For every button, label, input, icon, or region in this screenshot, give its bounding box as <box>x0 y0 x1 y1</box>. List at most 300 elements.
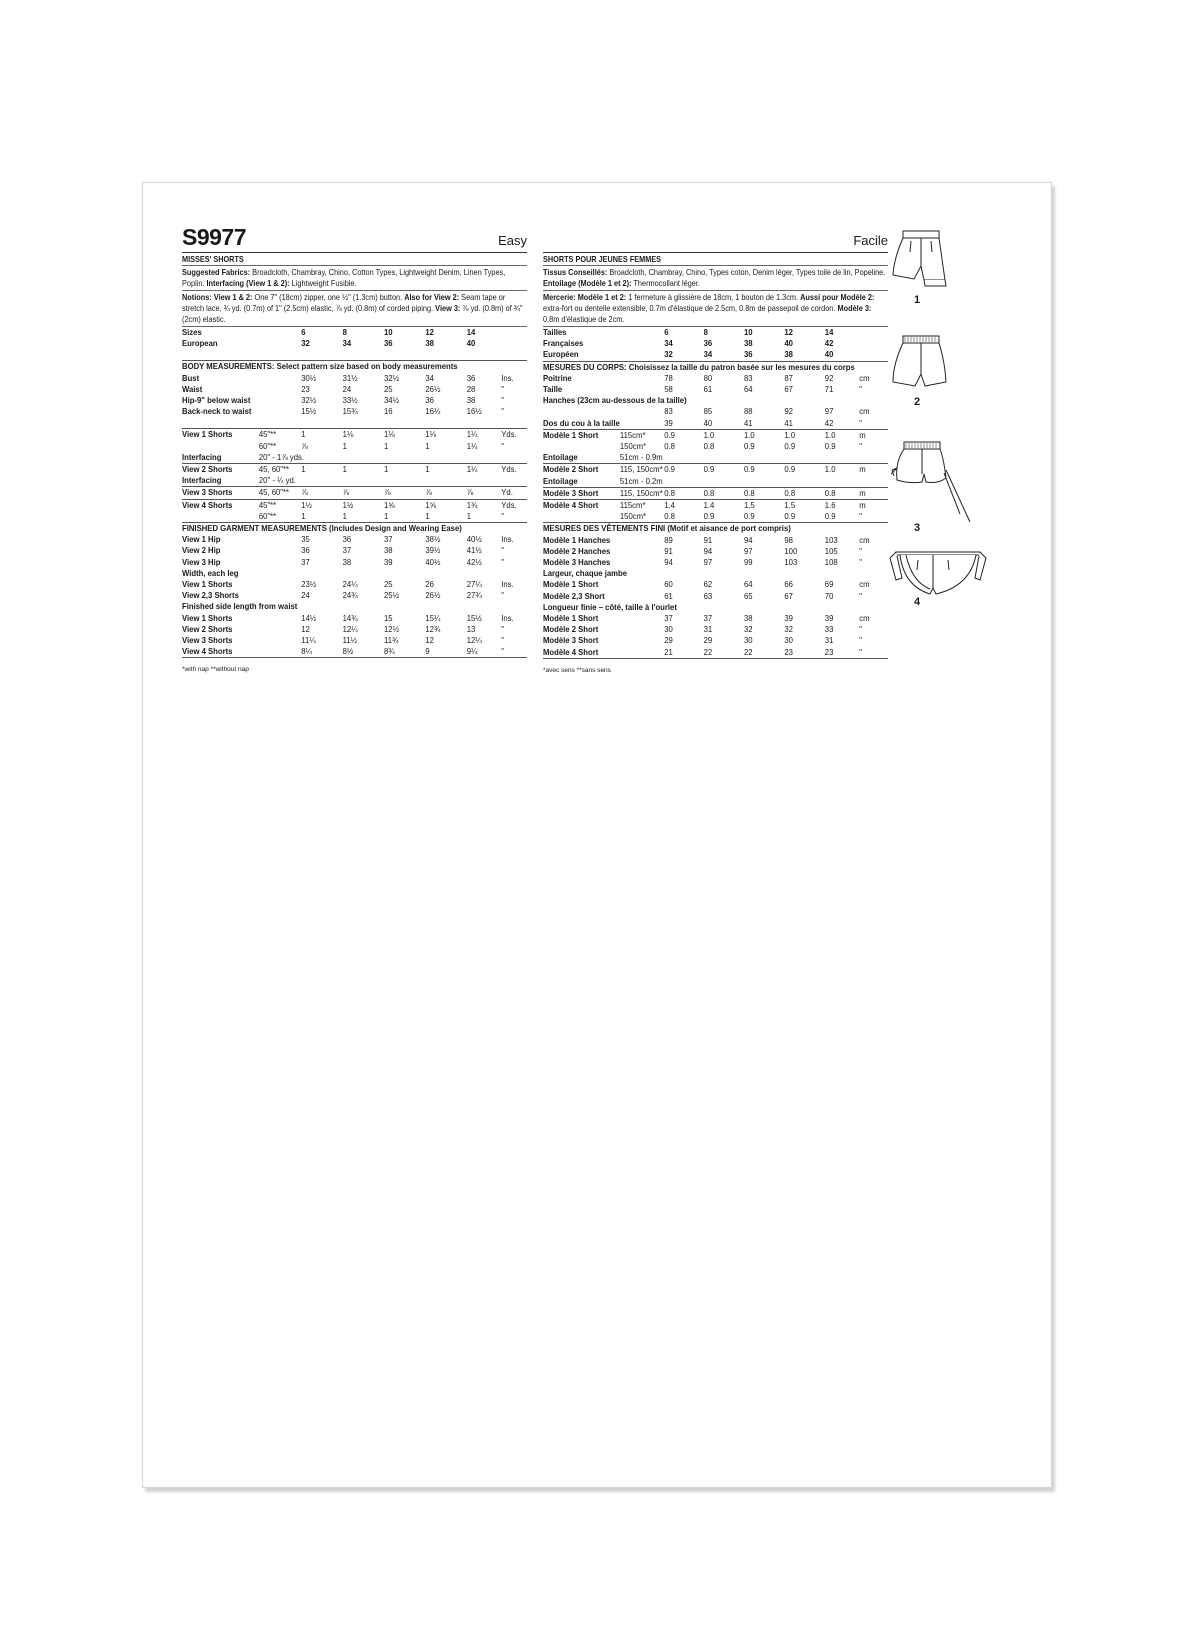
size-value: 1 <box>425 464 466 476</box>
size-value: 32 <box>664 349 673 360</box>
size-value: ⅞ <box>467 487 501 499</box>
size-value: 0.8 <box>703 441 715 452</box>
size-value: 83 <box>743 372 753 383</box>
row-label: Modèle 2 Short <box>543 624 599 635</box>
size-value <box>384 601 425 612</box>
size-value: 23 <box>784 646 793 657</box>
size-value: 38 <box>425 338 434 349</box>
fabric-width <box>259 557 301 568</box>
size-value <box>664 476 703 488</box>
fabric-width: 20" - ¼ yd. <box>258 475 296 486</box>
size-chart-table <box>182 327 527 660</box>
table-row <box>543 464 888 476</box>
size-value <box>704 395 744 406</box>
unit: Ins. <box>501 372 514 383</box>
size-value: 31 <box>703 624 713 635</box>
size-value: 91 <box>664 545 673 556</box>
size-value: 9 <box>425 646 430 657</box>
size-value: 34 <box>664 338 673 349</box>
fabric-width: 51cm - 0.9m <box>619 452 663 463</box>
row-label: Modèle 1 Hanches <box>543 534 611 545</box>
size-value <box>825 395 859 406</box>
size-value: 31½ <box>342 372 358 383</box>
size-value: 1⅝ <box>384 499 425 511</box>
fabric-width: 115, 150cm* <box>619 464 663 475</box>
table-row <box>182 373 527 384</box>
size-value: 14 <box>466 327 476 337</box>
unit: " <box>501 406 504 417</box>
size-value <box>784 602 824 613</box>
row-label: Bust <box>182 372 200 383</box>
size-value: 33 <box>824 624 834 635</box>
size-value: 37 <box>703 613 713 624</box>
size-value: 37 <box>664 613 673 624</box>
size-value: 41½ <box>466 545 482 556</box>
size-value: 32½ <box>301 395 317 406</box>
size-value: 1 <box>342 510 347 521</box>
size-value: 0.9 <box>784 511 796 522</box>
size-value: 40½ <box>466 534 482 545</box>
view-number: 1 <box>914 294 921 306</box>
table-row <box>182 441 527 452</box>
row-label: View 2,3 Shorts <box>182 590 239 601</box>
unit: " <box>501 510 504 521</box>
fabric-width <box>259 338 301 349</box>
size-value: 1 <box>301 464 342 476</box>
size-value: 1.5 <box>744 500 784 512</box>
fabric-width <box>259 395 301 406</box>
size-value: 29 <box>664 635 673 646</box>
table-row <box>182 499 527 511</box>
table-row <box>543 602 888 613</box>
unit: Yds. <box>501 429 527 441</box>
size-value: 12 <box>425 327 434 337</box>
table-row <box>543 568 888 579</box>
table-row <box>543 635 888 646</box>
difficulty-level: Easy <box>498 233 527 248</box>
size-value: 1 <box>383 440 389 451</box>
row-label: Interfacing <box>182 475 222 486</box>
unit: " <box>859 511 863 522</box>
row-label: View 2 Hip <box>182 545 221 556</box>
size-value: 38 <box>743 613 753 624</box>
size-value: 40 <box>824 349 834 360</box>
table-row <box>182 452 527 464</box>
fabric-width <box>259 373 301 384</box>
pattern-code: S9977 <box>182 224 247 250</box>
size-value: 38 <box>466 395 476 406</box>
unit: cm <box>859 613 870 624</box>
size-value: 0.9 <box>784 441 796 452</box>
row-label: Modèle 2 Hanches <box>543 545 611 556</box>
shorts-view-3-side-tie-sketch-icon <box>880 440 990 530</box>
size-value <box>784 476 824 488</box>
size-value: 41 <box>784 417 793 428</box>
size-value: 30 <box>784 635 793 646</box>
row-label: Dos du cou à la taille <box>543 417 620 428</box>
row-label: Modèle 1 Short <box>543 579 599 590</box>
table-row <box>182 511 527 523</box>
size-value: 8 <box>342 327 347 337</box>
size-value: 32 <box>743 624 753 635</box>
size-value: 38 <box>383 545 393 556</box>
table-row <box>543 395 888 406</box>
size-value <box>825 476 859 488</box>
size-value <box>425 452 466 464</box>
table-row <box>543 500 888 512</box>
size-value: 87 <box>784 372 793 383</box>
size-value: 23½ <box>301 579 317 590</box>
size-value: 26½ <box>425 590 441 601</box>
row-label: Européen <box>543 349 579 360</box>
unit: " <box>501 623 504 634</box>
fabric-width <box>259 635 301 646</box>
size-value <box>384 568 425 579</box>
size-value: 1⅛ <box>425 429 466 441</box>
footnote-fr: *avec sens **sans sens <box>543 666 611 674</box>
size-value <box>301 601 342 612</box>
size-value: 34½ <box>383 395 400 406</box>
size-value: 15¼ <box>425 612 441 623</box>
fabric-width <box>259 568 301 579</box>
size-value: ⅞ <box>301 487 342 499</box>
table-row <box>182 635 527 646</box>
size-value: 1¼ <box>467 464 501 476</box>
table-row <box>182 327 527 338</box>
size-value: 0.9 <box>664 464 703 476</box>
size-value: ⅞ <box>343 487 384 499</box>
size-value <box>301 568 342 579</box>
size-value: 1¼ <box>466 440 478 451</box>
size-value: 0.9 <box>743 511 755 522</box>
size-value: 0.9 <box>824 441 836 452</box>
size-value: 0.8 <box>664 511 675 522</box>
size-value: 36 <box>466 372 476 383</box>
fabric-width <box>620 613 664 624</box>
size-value: 23 <box>301 383 310 394</box>
size-value: 14 <box>824 327 834 337</box>
size-value: 24 <box>301 590 310 601</box>
size-value <box>704 452 744 464</box>
size-value: 8 <box>703 327 708 337</box>
size-value: 71 <box>824 384 834 395</box>
size-value <box>343 568 384 579</box>
size-value: 1 <box>301 429 342 441</box>
size-value: 0.8 <box>784 487 824 499</box>
fabric-width <box>620 635 664 646</box>
section-header <box>182 361 527 373</box>
size-value: 103 <box>824 534 838 545</box>
size-value <box>744 395 784 406</box>
table-row <box>543 349 888 361</box>
table-row <box>182 568 527 579</box>
size-value: 103 <box>784 557 798 568</box>
row-label: Tailles <box>543 327 567 337</box>
size-value: 29 <box>703 635 713 646</box>
table-row <box>543 384 888 395</box>
size-value: 24 <box>342 383 352 394</box>
size-value: 88 <box>743 406 753 417</box>
size-value: 0.8 <box>704 487 744 499</box>
table-row <box>543 557 888 568</box>
size-value: 61 <box>664 590 673 601</box>
fabric-width <box>620 546 664 557</box>
section-header <box>543 361 888 373</box>
fabric-width: 115cm* <box>620 429 664 441</box>
size-value: 98 <box>784 534 793 545</box>
fabric-width: 150cm* <box>619 511 647 522</box>
size-value: 11¼ <box>301 635 316 646</box>
table-row <box>182 557 527 568</box>
unit: " <box>859 417 863 428</box>
size-value: 83 <box>664 406 673 417</box>
size-value: 12¾ <box>425 623 441 634</box>
row-label: View 3 Shorts <box>182 635 233 646</box>
size-value: 33½ <box>342 395 358 406</box>
table-row <box>182 384 527 395</box>
size-value: 1 <box>425 510 430 521</box>
size-value: 65 <box>743 590 753 601</box>
unit: m <box>859 500 888 512</box>
size-value <box>343 452 384 464</box>
french-column <box>543 226 888 674</box>
unit: " <box>859 545 863 556</box>
size-value: 39 <box>664 417 673 428</box>
unit: Yds. <box>501 464 527 476</box>
size-value: 100 <box>784 545 798 556</box>
size-value: 94 <box>664 557 673 568</box>
unit: cm <box>859 579 870 590</box>
size-value: 1.0 <box>704 429 744 441</box>
size-value <box>467 475 501 487</box>
shorts-view-4-wrap-tie-sketch-icon <box>880 546 990 606</box>
unit: " <box>501 646 504 657</box>
size-value: 92 <box>824 372 834 383</box>
size-value <box>467 601 501 612</box>
size-value: 1¼ <box>467 429 501 441</box>
fabric-width <box>620 373 664 384</box>
table-row <box>182 624 527 635</box>
row-label: Entoilage <box>543 475 578 486</box>
row-label: Hanches (23cm au-dessous de la taille) <box>543 395 687 406</box>
fabric-width: 45, 60"** <box>259 487 301 499</box>
size-value: 40 <box>784 338 793 349</box>
size-value: 80 <box>703 372 713 383</box>
size-value: 0.9 <box>704 464 744 476</box>
size-value: 1½ <box>343 499 384 511</box>
table-row <box>543 429 888 441</box>
size-value <box>467 568 501 579</box>
size-value: 12½ <box>383 623 400 634</box>
unit: cm <box>859 534 870 545</box>
size-value <box>425 475 466 487</box>
size-value: 0.9 <box>744 464 784 476</box>
table-row <box>543 418 888 430</box>
size-value: 16¼ <box>425 406 441 417</box>
unit: " <box>859 557 863 568</box>
size-value: 36 <box>425 395 434 406</box>
row-label: Back-neck to waist <box>182 406 252 417</box>
fabric-width <box>620 624 664 635</box>
size-value: 36 <box>743 349 753 360</box>
size-value: 14¾ <box>342 612 358 623</box>
table-row <box>182 338 527 349</box>
table-row <box>543 476 888 488</box>
fabric-width: 115, 150cm* <box>619 487 663 498</box>
size-value: 12 <box>425 635 434 646</box>
size-value: 26½ <box>425 383 441 394</box>
size-value: 70 <box>824 590 834 601</box>
table-row <box>182 601 527 612</box>
size-value: 23 <box>824 646 834 657</box>
row-label: Longueur finie – côté, taille à l'ourlet <box>543 601 677 612</box>
table-row <box>182 395 527 406</box>
fabric-width: 51cm - 0.2m <box>619 475 663 486</box>
size-value: 38 <box>784 349 793 360</box>
size-value: 94 <box>743 534 753 545</box>
fabric-width <box>620 406 664 417</box>
size-value: 34 <box>425 372 434 383</box>
unit: m <box>859 464 888 476</box>
size-value: 99 <box>743 557 753 568</box>
unit: " <box>501 590 504 601</box>
size-value: 0.9 <box>784 464 824 476</box>
size-value: 21 <box>664 646 673 657</box>
size-value: 92 <box>784 406 793 417</box>
fabric-width <box>620 384 664 395</box>
table-row <box>543 373 888 384</box>
size-value <box>744 452 784 464</box>
size-value: 78 <box>664 372 673 383</box>
fabric-width: 45, 60"** <box>259 464 301 476</box>
size-value: 16½ <box>466 406 482 417</box>
size-value: 1⅝ <box>425 499 466 511</box>
size-value: 24¾ <box>342 590 358 601</box>
size-value: 91 <box>703 534 713 545</box>
notions-paragraph: Notions: View 1 & 2: One 7" (18cm) zipper, one ½" (1.3cm) button. Also for View 2: Seam tape or stretch lace, ¾ yd. (0.7m) of 1" (2.5cm) elastic, ⅞ yd. (0.8m) of corded piping. View 3: ⅞ yd. (0.8m) of ¾" (2cm) elastic. <box>182 292 523 324</box>
unit: Ins. <box>501 579 514 590</box>
fabric-width <box>259 545 301 556</box>
unit <box>501 327 527 338</box>
row-label: Modèle 4 Short <box>543 646 599 657</box>
table-row <box>182 487 527 499</box>
size-value: 1⅛ <box>384 429 425 441</box>
size-value: 105 <box>824 545 838 556</box>
row-label: Modèle 3 Short <box>543 635 599 646</box>
size-value: 108 <box>824 557 838 568</box>
size-value: 40½ <box>425 556 441 567</box>
size-value: 97 <box>824 406 834 417</box>
row-label: Interfacing <box>182 451 222 462</box>
size-value <box>467 452 501 464</box>
size-value: 27¼ <box>466 579 482 590</box>
row-label: Sizes <box>182 327 202 337</box>
size-value: 8½ <box>342 646 354 657</box>
fabric-width <box>259 327 301 338</box>
size-value: 0.9 <box>664 429 703 441</box>
size-value: 97 <box>703 557 713 568</box>
fabric-width <box>620 557 664 568</box>
fabric-width <box>259 590 301 601</box>
unit: Yds. <box>501 499 527 511</box>
size-value <box>425 601 466 612</box>
size-value <box>744 568 784 579</box>
row-label: View 1 Shorts <box>182 612 233 623</box>
size-value: 30½ <box>301 372 317 383</box>
row-label: View 1 Hip <box>182 534 221 545</box>
row-label: Largeur, chaque jambe <box>543 568 628 579</box>
table-row <box>543 452 888 464</box>
size-value <box>343 601 384 612</box>
section-header <box>543 523 888 535</box>
size-value: 9¼ <box>466 646 478 657</box>
footnote: *with nap **without nap <box>182 666 249 674</box>
size-value: 28 <box>466 383 476 394</box>
size-value: 61 <box>703 384 713 395</box>
size-value: 1 <box>383 510 389 521</box>
fabric-width <box>620 647 664 659</box>
size-value: 64 <box>743 579 753 590</box>
size-value: 25 <box>383 579 393 590</box>
size-value <box>744 476 784 488</box>
size-value: 37 <box>342 545 352 556</box>
size-value <box>704 602 744 613</box>
size-value: 27¾ <box>466 590 482 601</box>
size-value: 22 <box>703 646 713 657</box>
size-value: 13 <box>466 623 476 634</box>
size-value: 1.0 <box>825 429 859 441</box>
size-value: 1.0 <box>784 429 824 441</box>
row-label: Finished side length from waist <box>182 601 298 612</box>
size-value: 38 <box>342 556 352 567</box>
size-value <box>664 568 703 579</box>
row-label: Modèle 2 Short <box>543 464 620 476</box>
unit: " <box>501 440 504 451</box>
size-value: 30 <box>664 624 673 635</box>
size-value: 1.0 <box>744 429 784 441</box>
row-label: Taille <box>543 384 563 395</box>
row-label: View 1 Shorts <box>182 429 259 441</box>
size-value: 12 <box>301 623 310 634</box>
size-value: 36 <box>383 338 393 349</box>
table-row <box>543 441 888 452</box>
pattern-title: MISSES' SHORTS <box>182 254 244 264</box>
size-value: 32 <box>301 338 310 349</box>
row-label <box>543 441 620 452</box>
size-value: 0.9 <box>824 511 836 522</box>
size-value: 1 <box>466 510 472 521</box>
row-label <box>543 406 620 417</box>
size-value: 0.8 <box>664 441 675 452</box>
size-value: 37 <box>301 556 310 567</box>
row-label: Modèle 4 Short <box>543 500 620 512</box>
size-value <box>784 452 824 464</box>
unit: Yd. <box>501 487 527 499</box>
size-value: 15½ <box>466 612 482 623</box>
size-value: 39½ <box>425 545 441 556</box>
size-value: 1½ <box>301 499 342 511</box>
fabrics-paragraph-fr: Tissus Conseillés: Broadcloth, Chambray, Chino, Types coton, Denim léger, Types toile de lin, Popeline. Entoilage (Modèle 1 et 2): Thermocollant léger. <box>543 267 886 288</box>
size-value: 85 <box>703 406 713 417</box>
size-value: 37 <box>383 534 393 545</box>
table-row <box>182 613 527 624</box>
size-value: 1⅛ <box>343 429 384 441</box>
size-value: 36 <box>703 338 713 349</box>
size-value: 10 <box>743 327 753 337</box>
size-value: 1 <box>425 440 430 451</box>
unit: m <box>859 487 888 499</box>
size-value: 1 <box>342 440 347 451</box>
